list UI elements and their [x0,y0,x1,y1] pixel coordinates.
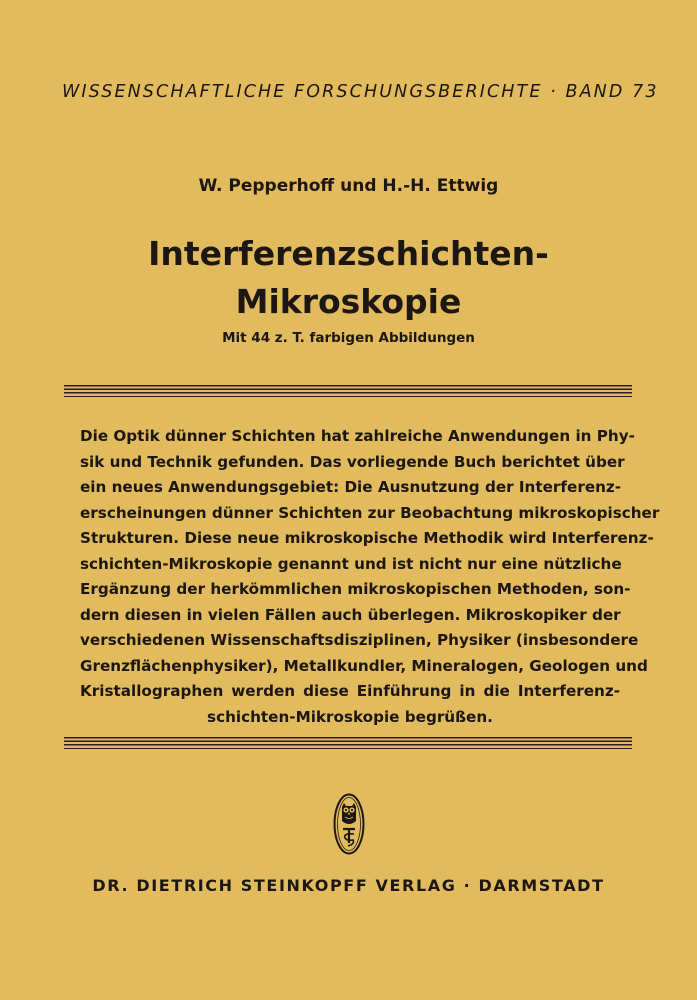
blurb-line: dern diesen in vielen Fällen auch überlegen. Mikroskopiker der [80,605,621,624]
blurb-line: verschiedenen Wissenschaftsdisziplinen, Physiker (insbesondere [80,631,639,649]
author-line: W. Pepperhoff und H.-H. Ettwig [198,176,499,196]
series-title: WISSENSCHAFTLICHE FORSCHUNGSBERICHTE · BAND 73 [62,82,659,102]
blurb-line: Strukturen. Diese neue mikroskopische Methodik wird Interferenz- [80,529,654,547]
blurb-line: Ergänzung der herkömmlichen mikroskopischen Methoden, son- [80,580,631,598]
blurb-line: schichten-Mikroskopie genannt und ist nicht nur eine nützliche [80,554,622,573]
book-title-line-1: Interferenzschichten- [148,234,549,273]
blurb-line: Grenzflächenphysiker), Metallkundler, Mineralogen, Geologen und [80,656,648,675]
blurb-line: Kristallographen werden diese Einführung in die Interferenz- [80,682,620,700]
blurb-text [80,424,660,730]
blurb-line: erscheinungen dünner Schichten zur Beobachtung mikroskopischer [80,503,660,522]
book-title [0,230,697,326]
book-title-line-2: Mikroskopie [235,282,462,321]
top-divider [64,385,632,398]
blurb-line: schichten-Mikroskopie begrüßen. [207,707,493,726]
publisher-line: DR. DIETRICH STEINKOPFF VERLAG · DARMSTADT [92,876,605,895]
bottom-divider [64,737,632,750]
book-subtitle: Mit 44 z. T. farbigen Abbildungen [222,330,475,346]
owl-emblem-icon [333,793,365,855]
blurb-line: sik und Technik gefunden. Das vorliegende Buch berichtet über [80,452,625,471]
blurb-line: Die Optik dünner Schichten hat zahlreiche Anwendungen in Phy- [80,427,635,445]
blurb-line: ein neues Anwendungsgebiet: Die Ausnutzung der Interferenz- [80,478,622,496]
